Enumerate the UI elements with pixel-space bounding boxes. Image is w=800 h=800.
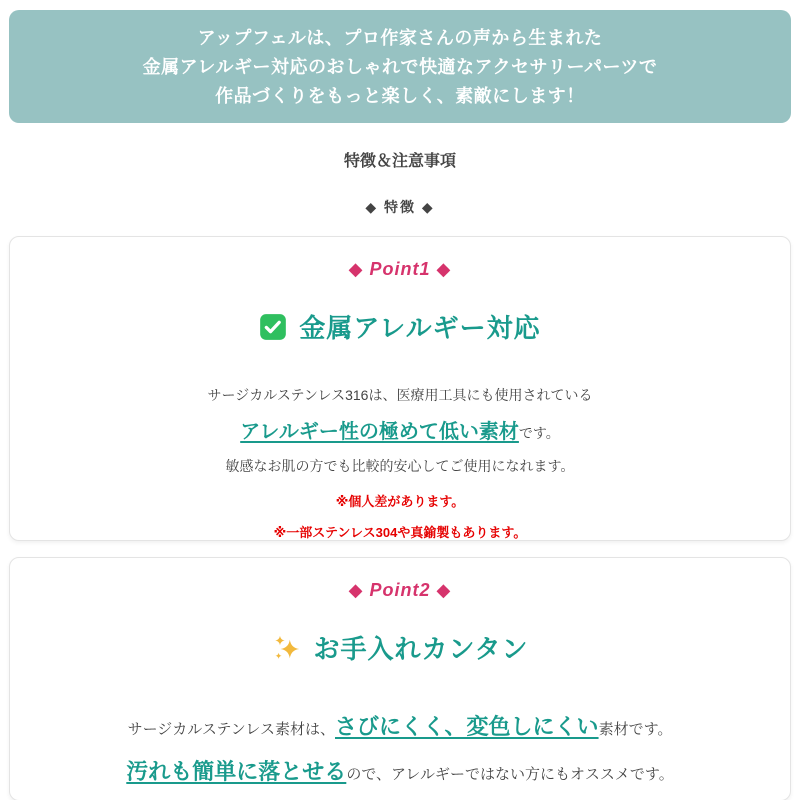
sparkles-icon <box>272 633 302 663</box>
check-icon <box>259 313 287 341</box>
point1-card <box>9 236 791 541</box>
intro-banner <box>9 10 791 123</box>
section-subtitle: ◆ 特徴 ◆ <box>365 199 435 215</box>
point1-highlight-text: アレルギー性の極めて低い素材 <box>240 421 519 443</box>
point1-body-line1: サージカルステンレス316は、医療用工具にも使用されている <box>207 387 593 403</box>
banner-line-2: 金属アレルギー対応のおしゃれで快適なアクセサリーパーツで <box>142 56 658 77</box>
point2-line1-highlight: さびにくく、変色しにくい <box>335 714 599 739</box>
point1-note2: ※一部ステンレス304や真鍮製もあります。 <box>273 525 527 540</box>
point1-highlight-line <box>10 415 790 444</box>
point1-label: ◆ Point1 ◆ <box>348 259 452 279</box>
point1-heading-row <box>10 308 790 345</box>
point1-note1: ※個人差があります。 <box>335 494 465 509</box>
point2-card <box>9 557 791 800</box>
banner-line-1: アップフェルは、プロ作家さんの声から生まれた <box>197 27 603 48</box>
banner-line-3: 作品づくりをもっと楽しく、素敵にします！ <box>215 85 585 106</box>
point1-highlight-suffix: です。 <box>518 425 560 441</box>
point2-heading-row <box>10 629 790 666</box>
point1-body-line2: 敏感なお肌の方でも比較的安心してご使用になれます。 <box>225 458 575 474</box>
section-title: 特徴＆注意事項 <box>343 153 456 170</box>
point2-line2-highlight: 汚れも簡単に落とせる <box>126 759 347 784</box>
point2-line1-suffix: 素材です。 <box>598 721 673 738</box>
point2-heading: お手入れカンタン <box>313 634 529 664</box>
point2-label: ◆ Point2 ◆ <box>348 580 452 600</box>
point1-heading: 金属アレルギー対応 <box>299 313 541 343</box>
point2-line2-suffix: ので、アレルギーではない方にもオススメです。 <box>346 766 674 783</box>
point2-line1-prefix: サージカルステンレス素材は、 <box>127 721 335 738</box>
point2-line1 <box>10 710 790 741</box>
point2-line2 <box>10 755 790 786</box>
